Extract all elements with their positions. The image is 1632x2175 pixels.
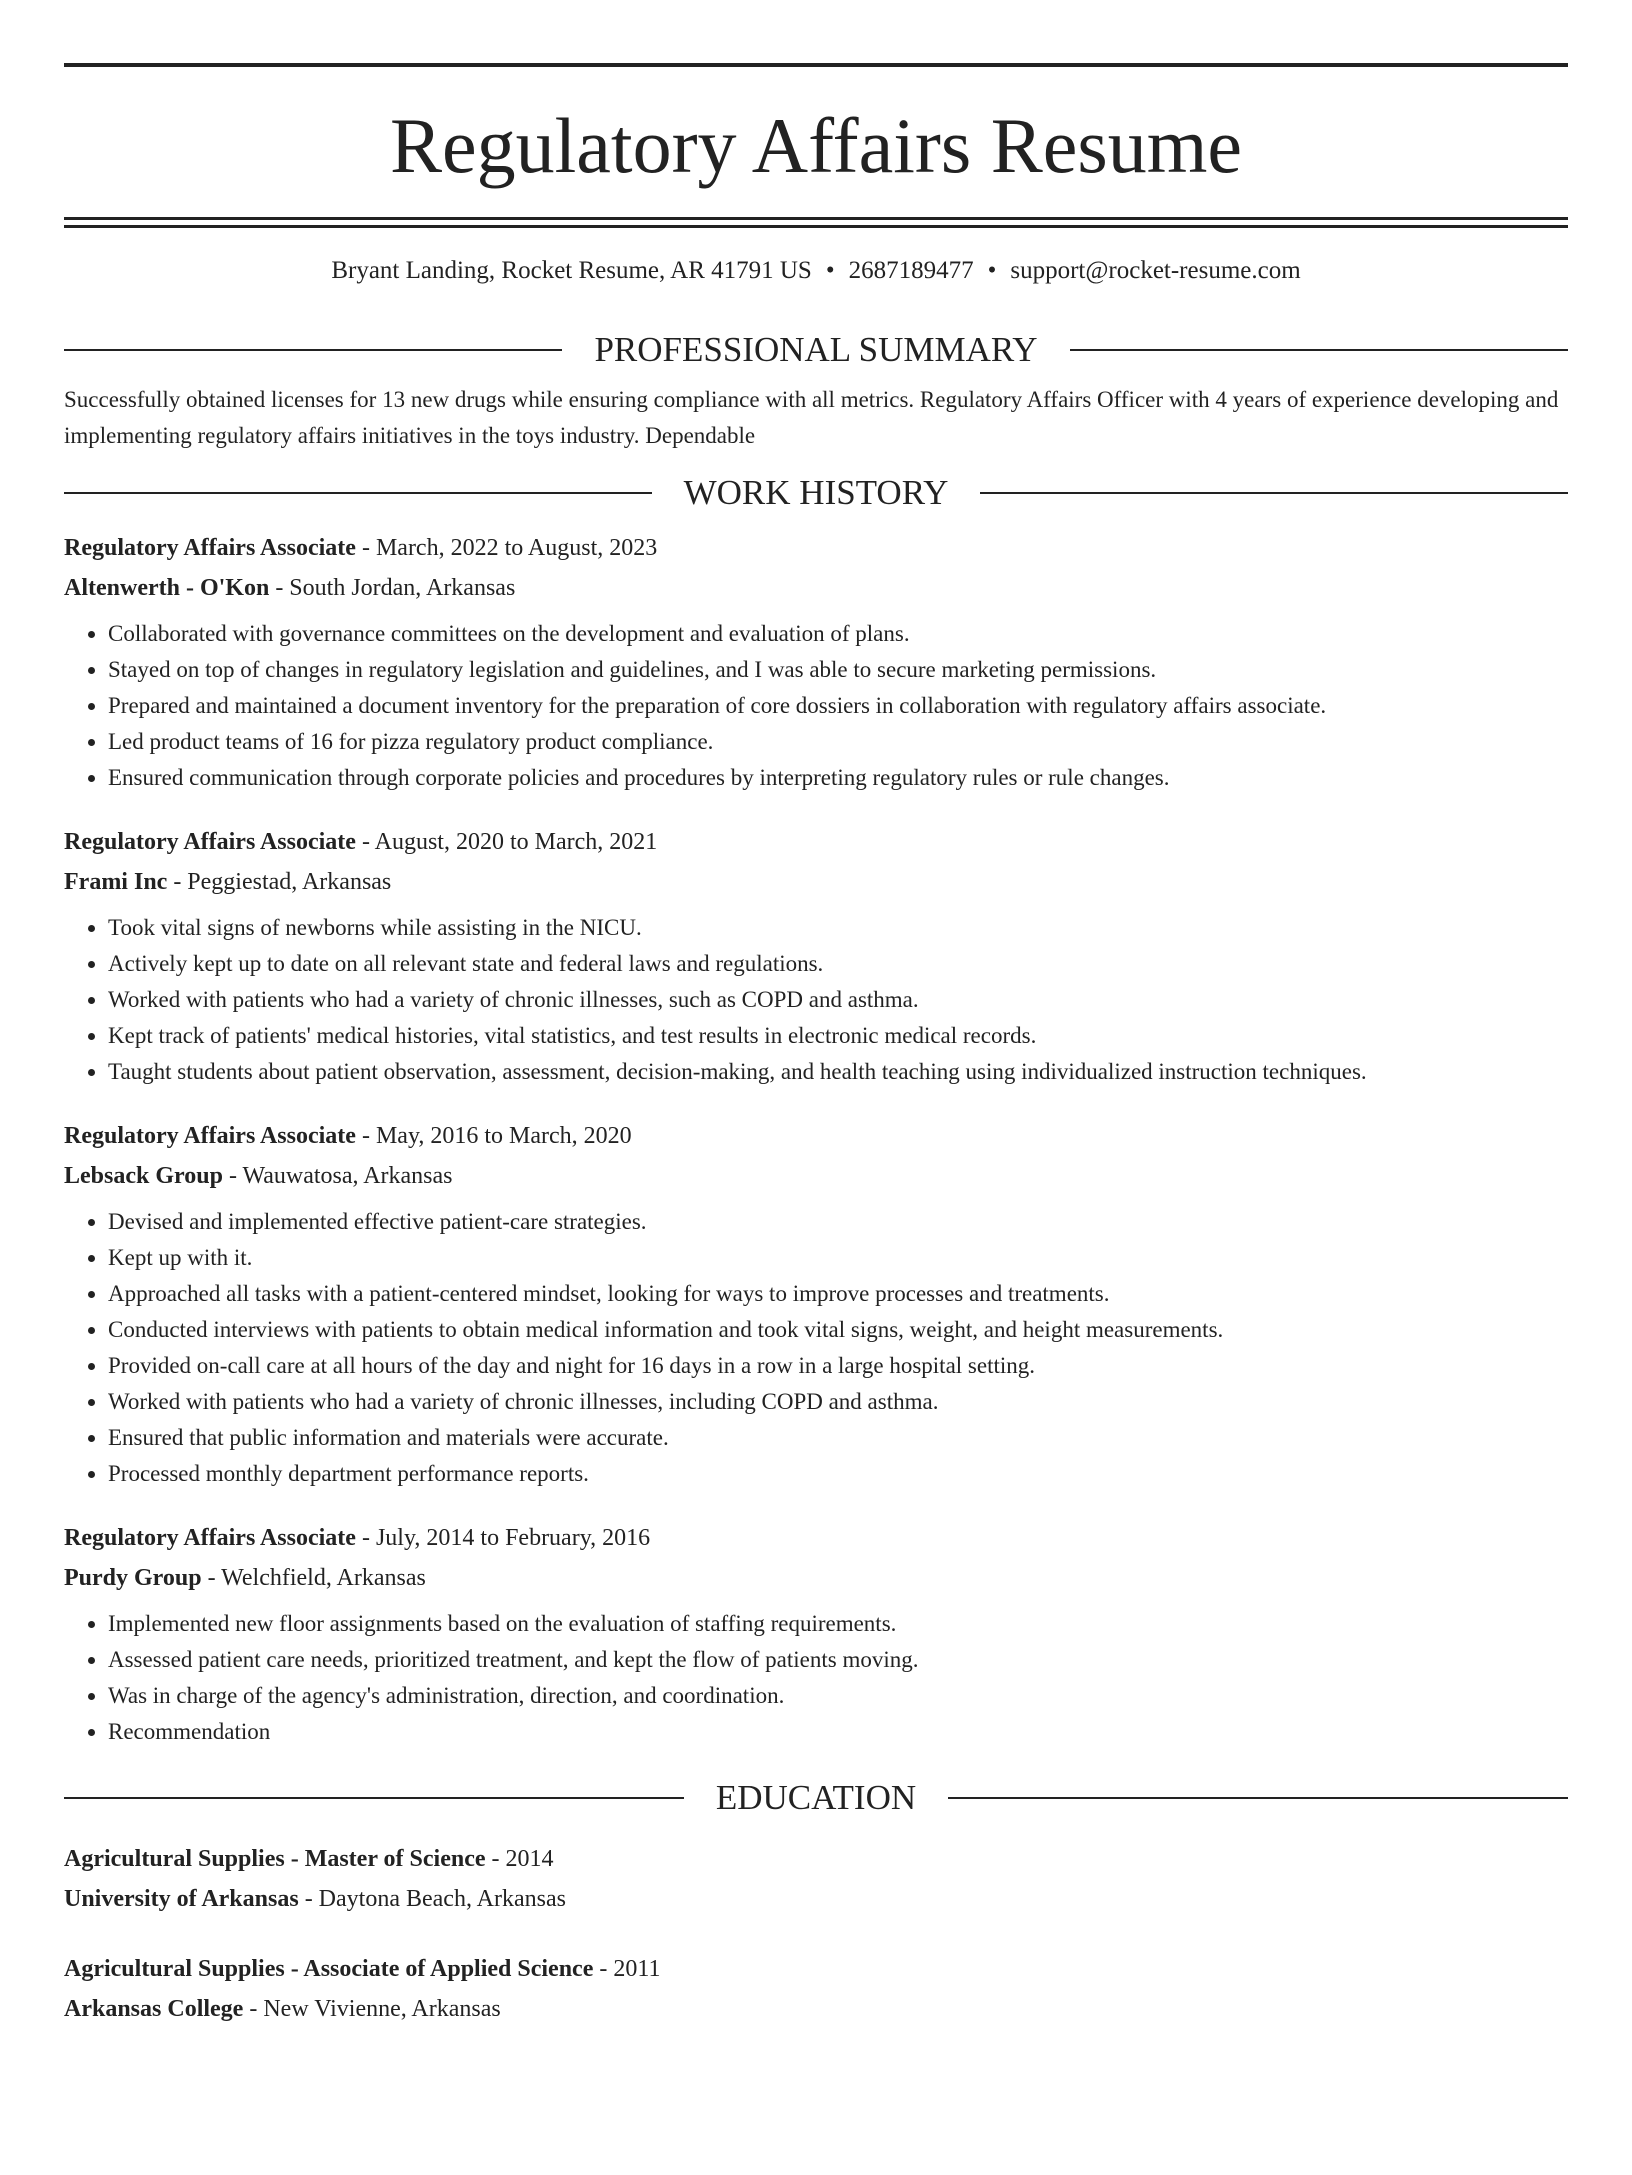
section-label: EDUCATION [715,1778,917,1817]
education-entry [64,1949,1568,2029]
section-label: WORK HISTORY [683,473,949,512]
list-item: • Worked with patients who had a variety of chronic illnesses, such as COPD and asthma. [108,982,1568,1018]
degree-year: - 2014 [485,1846,554,1872]
list-item: • Devised and implemented effective patient-care strategies. [108,1204,1568,1240]
contact-line [64,256,1568,286]
contact-separator: • [825,257,835,284]
resume-title: Regulatory Affairs Resume [389,102,1243,189]
list-item: • Processed monthly department performance reports. [108,1456,1568,1492]
summary-text: Successfully obtained licenses for 13 new drugs while ensuring compliance with all metrics. Regulatory Affairs Officer with 4 years of experience developing and implementing regulatory affairs initiatives in the toys industry. Dependable [64,387,1559,448]
list-item: • Recommendation [108,1714,1568,1750]
list-item: • Prepared and maintained a document inventory for the preparation of core dossiers in collaboration with regulatory affairs associate. [108,688,1568,724]
school-location: - New Vivienne, Arkansas [243,1996,501,2022]
contact-email: support@rocket-resume.com [1010,257,1301,284]
job-entry [64,1116,1568,1492]
heading-rule [64,1797,684,1799]
job-dates: - March, 2022 to August, 2023 [355,535,658,561]
school: Arkansas College [64,1996,244,2022]
list-item: • Taught students about patient observation, assessment, decision-making, and health teaching using individualized instruction techniques. [108,1054,1568,1090]
work-history-list [64,528,1568,1750]
heading-rule [948,1797,1568,1799]
list-item: • Was in charge of the agency's administration, direction, and coordination. [108,1678,1568,1714]
list-item: • Took vital signs of newborns while assisting in the NICU. [108,910,1568,946]
job-company-line [64,1558,1568,1598]
job-title: Regulatory Affairs Associate [64,1525,356,1551]
list-item: • Worked with patients who had a variety of chronic illnesses, including COPD and asthma. [108,1384,1568,1420]
list-item: • Assessed patient care needs, prioritized treatment, and kept the flow of patients moving. [108,1642,1568,1678]
degree-line [64,1949,1568,1989]
job-title: Regulatory Affairs Associate [64,535,356,561]
job-duties [64,1204,1568,1492]
job-dates: - August, 2020 to March, 2021 [355,829,658,855]
title-double-rule [64,217,1568,228]
list-item: • Approached all tasks with a patient-centered mindset, looking for ways to improve processes and treatments. [108,1276,1568,1312]
job-title: Regulatory Affairs Associate [64,1123,356,1149]
heading-rule [64,492,652,494]
job-dates: - May, 2016 to March, 2020 [355,1123,632,1149]
job-duties [64,1606,1568,1750]
education-list [64,1839,1568,2029]
list-item: • Kept track of patients' medical histories, vital statistics, and test results in electronic medical records. [108,1018,1568,1054]
list-item: • Provided on-call care at all hours of the day and night for 16 days in a row in a large hospital setting. [108,1348,1568,1384]
heading-rule [64,349,562,351]
list-item: • Conducted interviews with patients to obtain medical information and took vital signs, weight, and height measurements. [108,1312,1568,1348]
job-company: Altenwerth - O'Kon [64,575,270,601]
education-entry [64,1839,1568,1919]
top-rule [64,63,1568,67]
job-company: Frami Inc [64,869,168,895]
job-entry [64,528,1568,796]
list-item: • Actively kept up to date on all relevant state and federal laws and regulations. [108,946,1568,982]
job-dates: - July, 2014 to February, 2016 [355,1525,651,1551]
list-item: • Implemented new floor assignments based on the evaluation of staffing requirements. [108,1606,1568,1642]
job-company-line [64,568,1568,608]
job-title-line [64,1518,1568,1558]
job-title: Regulatory Affairs Associate [64,829,356,855]
school-line [64,1879,1568,1919]
degree: Agricultural Supplies - Associate of Applied Science [64,1956,594,1982]
job-title-line [64,528,1568,568]
job-location: - Welchfield, Arkansas [201,1565,426,1591]
heading-rule [980,492,1568,494]
job-company-line [64,862,1568,902]
job-location: - Peggiestad, Arkansas [167,869,392,895]
degree: Agricultural Supplies - Master of Science [64,1846,486,1872]
list-item: • Ensured communication through corporate policies and procedures by interpreting regulatory rules or rule changes. [108,760,1568,796]
list-item: • Collaborated with governance committees on the development and evaluation of plans. [108,616,1568,652]
list-item: • Kept up with it. [108,1240,1568,1276]
job-company-line [64,1156,1568,1196]
job-duties [64,910,1568,1090]
job-entry [64,1518,1568,1750]
job-company: Lebsack Group [64,1163,223,1189]
list-item: • Led product teams of 16 for pizza regulatory product compliance. [108,724,1568,760]
heading-rule [1070,349,1568,351]
section-heading-summary [64,329,1568,371]
job-duties [64,616,1568,796]
school: University of Arkansas [64,1886,299,1912]
contact-separator: • [987,257,997,284]
job-entry [64,822,1568,1090]
resume-page [0,63,1632,2175]
school-line [64,1989,1568,2029]
job-title-line [64,822,1568,862]
school-location: - Daytona Beach, Arkansas [298,1886,566,1912]
section-label: PROFESSIONAL SUMMARY [594,330,1038,369]
list-item: • Ensured that public information and materials were accurate. [108,1420,1568,1456]
job-company: Purdy Group [64,1565,202,1591]
contact-phone: 2687189477 [848,257,974,284]
job-title-line [64,1116,1568,1156]
section-heading-education [64,1777,1568,1819]
contact-address: Bryant Landing, Rocket Resume, AR 41791 US [331,257,812,284]
degree-line [64,1839,1568,1879]
list-item: • Stayed on top of changes in regulatory legislation and guidelines, and I was able to secure marketing permissions. [108,652,1568,688]
section-heading-work-history [64,472,1568,514]
job-location: - Wauwatosa, Arkansas [222,1163,453,1189]
job-location: - South Jordan, Arkansas [269,575,516,601]
degree-year: - 2011 [593,1956,661,1982]
